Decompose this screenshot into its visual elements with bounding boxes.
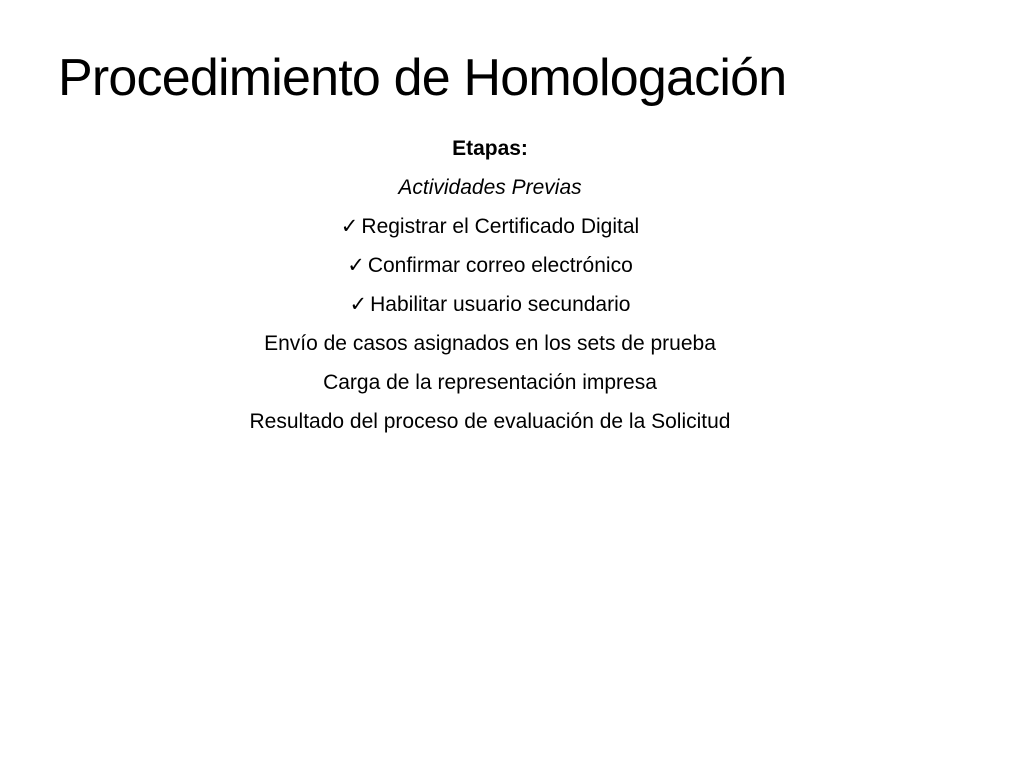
checklist-item-label: Habilitar usuario secundario [370, 293, 631, 316]
checklist-item [0, 254, 980, 293]
checkmark-icon: ✓ [347, 254, 365, 277]
checkmark-icon: ✓ [340, 215, 359, 238]
slide-title: Procedimiento de Homologación [58, 49, 787, 107]
stage-item: Carga de la representación impresa [323, 371, 657, 394]
stage-item: Resultado del proceso de evaluación de la Solicitud [249, 410, 731, 433]
checklist-item-label: Confirmar correo electrónico [367, 254, 633, 277]
previous-activities-subheading: Actividades Previas [398, 176, 582, 199]
checkmark-icon: ✓ [349, 293, 368, 316]
slide-body [0, 137, 980, 449]
stages-heading: Etapas: [452, 137, 528, 160]
checklist-item [0, 215, 980, 254]
stage-item: Envío de casos asignados en los sets de prueba [264, 332, 716, 355]
checklist-item [0, 293, 980, 332]
checklist-item-label: Registrar el Certificado Digital [361, 215, 640, 238]
